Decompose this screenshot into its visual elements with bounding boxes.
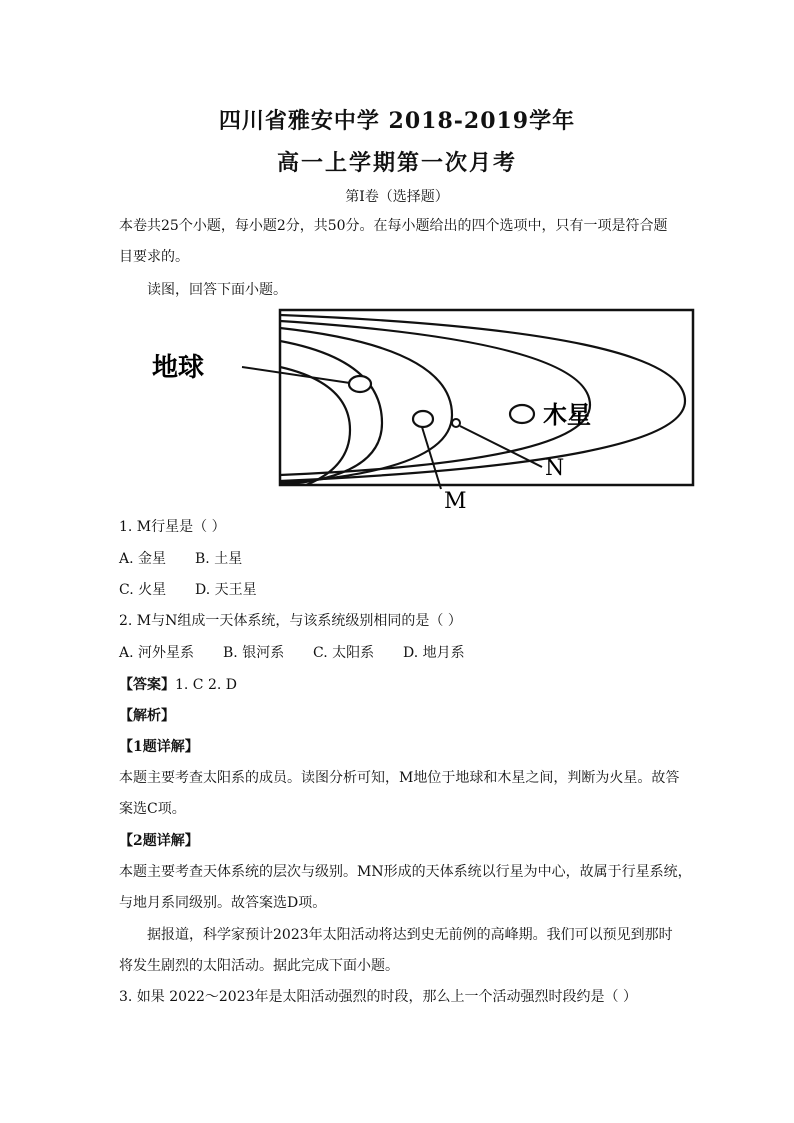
n-satellite <box>452 419 460 427</box>
jupiter-planet <box>510 405 534 423</box>
question-2-stem: 2. M与N组成一天体系统，与该系统级别相同的是（ ） <box>119 613 462 629</box>
question-1-options-row2 <box>119 580 257 600</box>
section-title: 第Ⅰ卷（选择题） <box>345 189 449 205</box>
q2-analysis-line2: 与地月系同级别。故答案选D项。 <box>119 895 327 911</box>
question-1-stem: 1. M行星是（ ） <box>119 519 226 535</box>
answer-label: 【答案】 <box>119 677 175 693</box>
analysis-heading: 【解析】 <box>119 708 175 724</box>
option-2d[interactable]: D. 地月系 <box>403 645 465 661</box>
option-2c[interactable]: C. 太阳系 <box>313 645 375 661</box>
question-3-stem: 3. 如果 2022～2023年是太阳活动强烈的时段，那么上一个活动强烈时段约是（ ） <box>119 989 637 1005</box>
passage2-line1: 据报道，科学家预计2023年太阳活动将达到史无前例的高峰期。我们可以预见到那时 <box>147 927 673 943</box>
intro-line1: 本卷共25个小题，每小题2分，共50分。在每小题给出的四个选项中，只有一项是符合题 <box>119 218 668 234</box>
option-2b[interactable]: B. 银河系 <box>223 645 285 661</box>
orbit-jupiter <box>280 321 590 475</box>
option-1c[interactable]: C. 火星 <box>119 582 167 598</box>
option-2a[interactable]: A. 河外星系 <box>119 645 195 661</box>
question-1-options-row1 <box>119 549 242 569</box>
q1-analysis-line2: 案选C项。 <box>119 801 186 817</box>
page-title-line2: 高一上学期第一次月考 <box>276 150 517 176</box>
answer-text: 1. C 2. D <box>175 677 238 693</box>
passage2-line2: 将发生剧烈的太阳活动。据此完成下面小题。 <box>119 958 399 974</box>
label-jupiter: 木星 <box>543 401 591 429</box>
orbit-earth <box>280 341 382 485</box>
earth-planet <box>349 376 371 392</box>
m-leader <box>422 427 441 489</box>
option-1a[interactable]: A. 金星 <box>119 551 167 567</box>
intro-line2: 目要求的。 <box>119 249 189 265</box>
option-1b[interactable]: B. 土星 <box>195 551 243 567</box>
label-earth: 地球 <box>152 353 205 383</box>
option-1d[interactable]: D. 天王星 <box>195 582 257 598</box>
label-m: M <box>444 489 467 514</box>
orbit-diagram <box>150 305 700 515</box>
q2-analysis-line1: 本题主要考查天体系统的层次与级别。MN形成的天体系统以行星为中心，故属于行星系统， <box>119 864 692 880</box>
answer-line <box>119 675 237 695</box>
earth-leader <box>242 367 350 383</box>
figure-prompt: 读图，回答下面小题。 <box>147 282 287 298</box>
q1-analysis-line1: 本题主要考查太阳系的成员。读图分析可知，M地位于地球和木星之间，判断为火星。故答 <box>119 770 680 786</box>
page-title-line1: 四川省雅安中学 2018-2019学年 <box>218 108 576 134</box>
q1-analysis-heading: 【1题详解】 <box>119 739 199 755</box>
question-2-options <box>119 643 465 663</box>
label-n: N <box>545 456 565 481</box>
m-planet <box>413 411 433 427</box>
q2-analysis-heading: 【2题详解】 <box>119 833 199 849</box>
